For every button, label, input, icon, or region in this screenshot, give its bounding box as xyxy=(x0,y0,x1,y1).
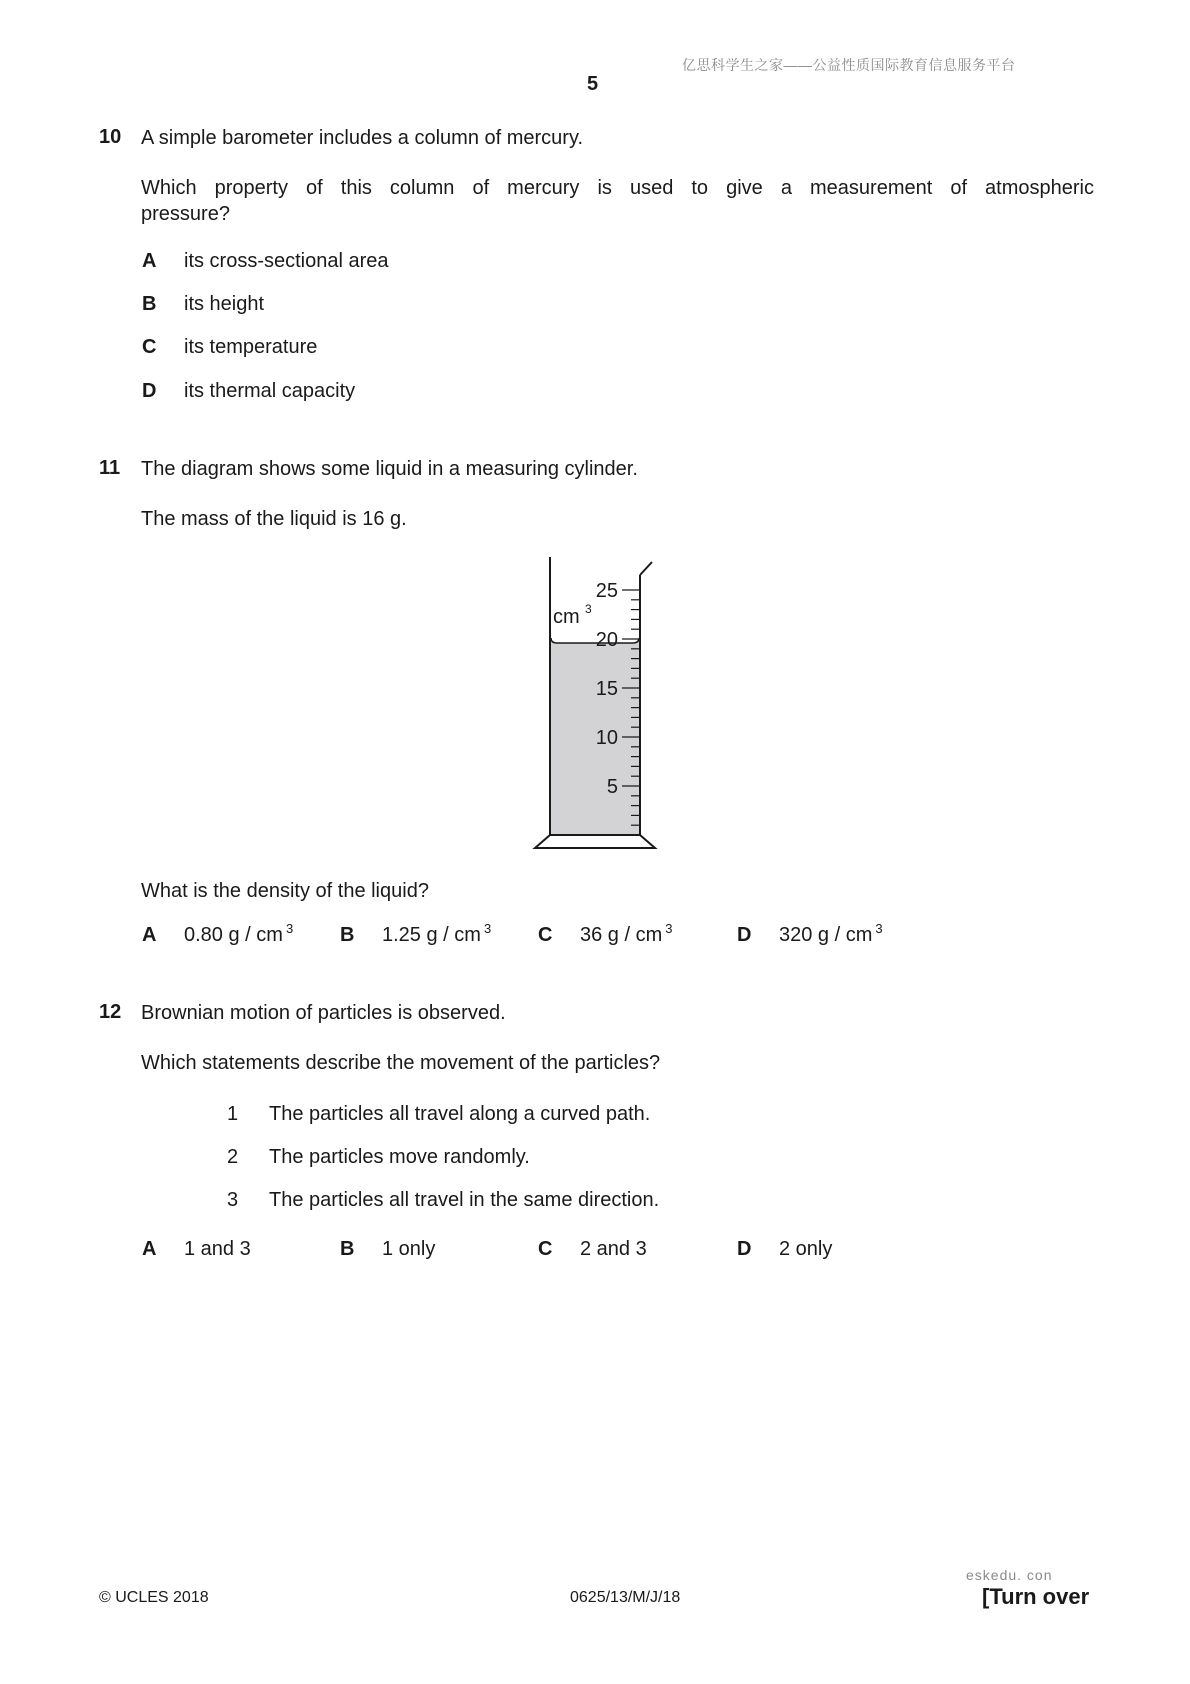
watermark-header: 亿思科学生之家——公益性质国际教育信息服务平台 xyxy=(682,57,1016,73)
footer-copyright: © UCLES 2018 xyxy=(99,1589,209,1606)
q11-option-c-text: 36 g / cm $^3$ xyxy=(580,921,673,946)
q11-option-a-text: 0.80 g / cm $^3$ xyxy=(184,921,294,946)
footer-site-mark: eskedu. con xyxy=(966,1567,1053,1583)
q10-option-b-text: its height xyxy=(184,293,265,315)
q10-option-a-letter: A xyxy=(142,250,157,272)
q11-option-a-letter: A xyxy=(142,924,157,946)
scale-label-5: 5 xyxy=(606,776,618,798)
q11-mass-line: The mass of the liquid is 16 g. xyxy=(141,508,407,530)
question-number-10: 10 xyxy=(99,126,122,148)
q12-statement-3-number: 3 xyxy=(227,1189,239,1211)
q12-option-b-text: 1 only xyxy=(382,1238,436,1260)
unit-label: cm xyxy=(553,606,580,628)
q12-statement-1-text: The particles all travel along a curved path. xyxy=(269,1103,651,1125)
q11-option-d-text: 320 g / cm $^3$ xyxy=(779,921,883,946)
turn-over-label: [Turn over xyxy=(982,1584,1090,1609)
q11-option-b-letter: B xyxy=(340,924,355,946)
question-number-11: 11 xyxy=(99,457,121,479)
q11-question: What is the density of the liquid? xyxy=(141,880,429,902)
q10-question-line2: pressure? xyxy=(141,203,230,225)
q12-option-d-letter: D xyxy=(737,1238,752,1260)
q12-question: Which statements describe the movement of the particles? xyxy=(141,1052,661,1074)
unit-label-superscript: 3 xyxy=(585,602,592,616)
q10-option-b-letter: B xyxy=(142,293,157,315)
question-number-12: 12 xyxy=(99,1001,122,1023)
measuring-cylinder-diagram xyxy=(530,550,670,855)
q12-statement-1-number: 1 xyxy=(227,1103,239,1125)
q10-option-a-text: its cross-sectional area xyxy=(184,250,389,272)
cylinder-foot xyxy=(535,835,655,848)
scale-label-10: 10 xyxy=(595,727,618,749)
q10-option-d-letter: D xyxy=(142,380,157,402)
scale-label-20: 20 xyxy=(595,629,618,651)
q12-statement-2-number: 2 xyxy=(227,1146,239,1168)
q10-option-d-text: its thermal capacity xyxy=(184,380,356,402)
q12-option-b-letter: B xyxy=(340,1238,355,1260)
q12-option-a-letter: A xyxy=(142,1238,157,1260)
q10-option-c-text: its temperature xyxy=(184,336,318,358)
q12-statement-2-text: The particles move randomly. xyxy=(269,1146,530,1168)
scale-label-15: 15 xyxy=(595,678,618,700)
q11-option-b-text: 1.25 g / cm $^3$ xyxy=(382,921,492,946)
q11-stem: The diagram shows some liquid in a measuring cylinder. xyxy=(141,458,638,480)
q11-option-d-letter: D xyxy=(737,924,752,946)
q10-stem: A simple barometer includes a column of mercury. xyxy=(141,127,584,149)
cylinder-spout xyxy=(640,562,652,575)
q10-option-c-letter: C xyxy=(142,336,157,358)
q11-option-c-letter: C xyxy=(538,924,553,946)
q12-option-a-text: 1 and 3 xyxy=(184,1238,251,1260)
q12-option-d-text: 2 only xyxy=(779,1238,833,1260)
q12-option-c-letter: C xyxy=(538,1238,553,1260)
footer-paper-code: 0625/13/M/J/18 xyxy=(570,1589,681,1606)
q12-stem: Brownian motion of particles is observed. xyxy=(141,1002,506,1024)
q12-option-c-text: 2 and 3 xyxy=(580,1238,647,1260)
scale-label-25: 25 xyxy=(595,580,618,602)
page-number: 5 xyxy=(587,73,599,95)
q12-statement-3-text: The particles all travel in the same direction. xyxy=(269,1189,660,1211)
q10-question-line1: Which property of this column of mercury is used to give a measurement of atmospheric xyxy=(141,177,1094,199)
